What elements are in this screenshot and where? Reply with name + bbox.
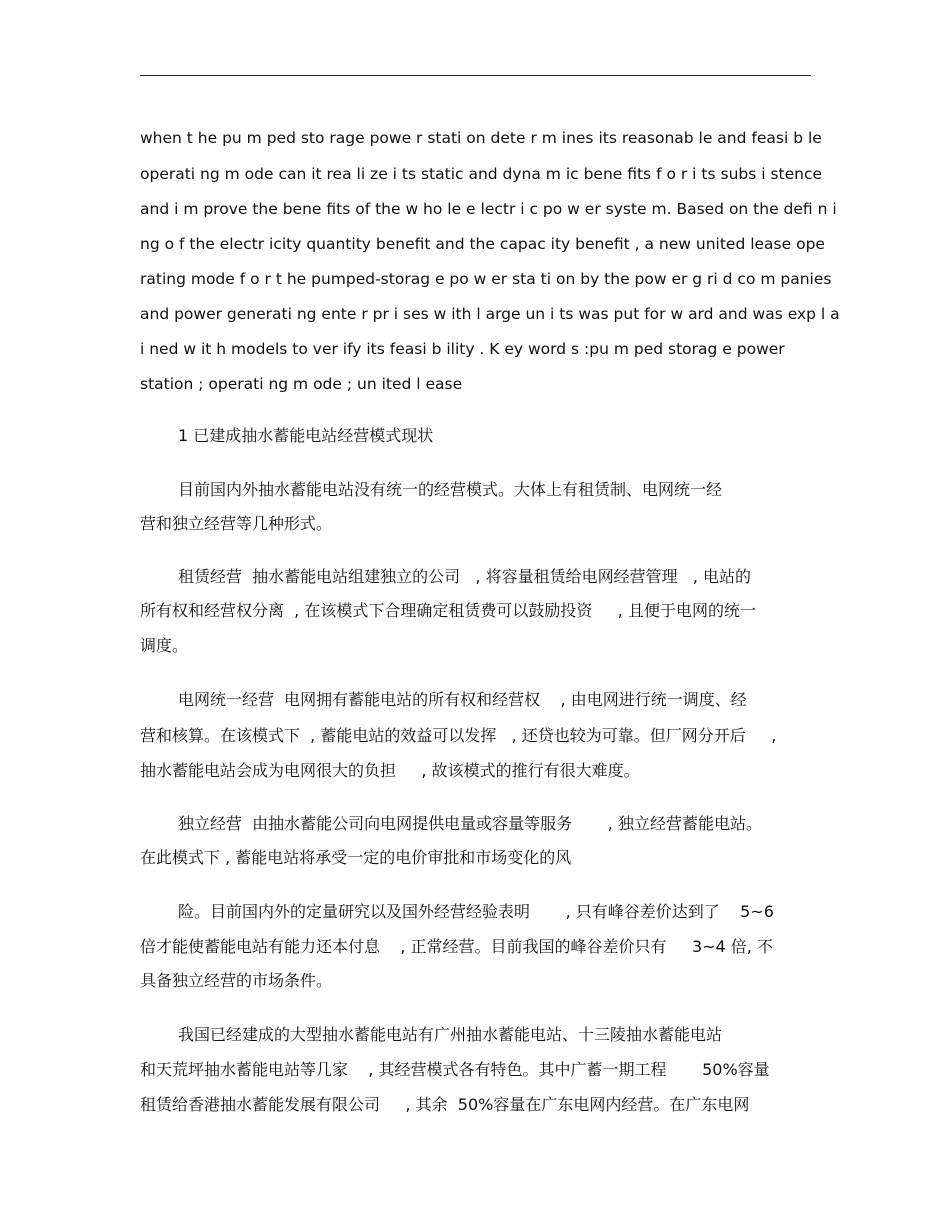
abstract-line: rating mode f o r t he pumped-storag e po w er sta ti on by the pow er g ri d co m panies [140, 270, 832, 288]
abstract-line: i ned w it h models to ver ify its feasi b ility . K ey word s :pu m ped storag e power [140, 340, 785, 358]
abstract-line: when t he pu m ped sto rage powe r stati on dete r m ines its reasonab le and feasi b le [140, 129, 822, 147]
paragraph-line: 具备独立经营的市场条件。 [140, 971, 333, 990]
paragraph-line: 调度。 [140, 636, 189, 655]
abstract-line: station ; operati ng m ode ; un ited l ease [140, 375, 463, 393]
paragraph-line: 在此模式下 , 蓄能电站将承受一定的电价审批和市场变化的风 [140, 848, 572, 867]
paragraph-line: 所有权和经营权分离 , 在该模式下合理确定租赁费可以鼓励投资 , 且便于电网的统一 [140, 601, 756, 620]
paragraph-line: 租赁经营 抽水蓄能电站组建独立的公司 , 将容量租赁给电网经营管理 , 电站的 [178, 567, 752, 586]
paragraph-line: 电网统一经营 电网拥有蓄能电站的所有权和经营权 , 由电网进行统一调度、经 [178, 690, 747, 709]
paragraph-line: 险。目前国内外的定量研究以及国外经营经验表明 , 只有峰谷差价达到了 5~6 [178, 902, 774, 921]
abstract-line: operati ng m ode can it rea li ze i ts static and dyna m ic bene fits f o r i ts subs i stence [140, 165, 823, 183]
paragraph-line: 和天荒坪抽水蓄能电站等几家 , 其经营模式各有特色。其中广蓄一期工程 50%容量 [140, 1060, 770, 1079]
paragraph-line: 倍才能使蓄能电站有能力还本付息 , 正常经营。目前我国的峰谷差价只有 3~4 倍, 不 [140, 937, 773, 956]
paragraph-line: 租赁给香港抽水蓄能发展有限公司 , 其余 50%容量在广东电网内经营。在广东电网 [140, 1095, 750, 1114]
section-heading: 1 已建成抽水蓄能电站经营模式现状 [178, 426, 434, 445]
paragraph-line: 我国已经建成的大型抽水蓄能电站有广州抽水蓄能电站、十三陵抽水蓄能电站 [178, 1025, 723, 1044]
paragraph-line: 目前国内外抽水蓄能电站没有统一的经营模式。大体上有租赁制、电网统一经 [178, 480, 723, 499]
header-rule [140, 75, 811, 76]
abstract-line: and power generati ng ente r pr i ses w ith l arge un i ts was put for w ard and was exp l a [140, 305, 840, 323]
paragraph-line: 营和独立经营等几种形式。 [140, 514, 333, 533]
paragraph-line: 独立经营 由抽水蓄能公司向电网提供电量或容量等服务 , 独立经营蓄能电站。 [178, 814, 762, 833]
abstract-line: ng o f the electr icity quantity benefit and the capac ity benefit , a new united lease ope [140, 235, 825, 253]
abstract-line: and i m prove the bene fits of the w ho le e lectr i c po w er syste m. Based on the defi n i [140, 200, 837, 218]
paragraph-line: 抽水蓄能电站会成为电网很大的负担 , 故该模式的推行有很大难度。 [140, 761, 640, 780]
paragraph-line: 营和核算。在该模式下 , 蓄能电站的效益可以发挥 , 还贷也较为可靠。但厂网分开后 , [140, 726, 777, 745]
